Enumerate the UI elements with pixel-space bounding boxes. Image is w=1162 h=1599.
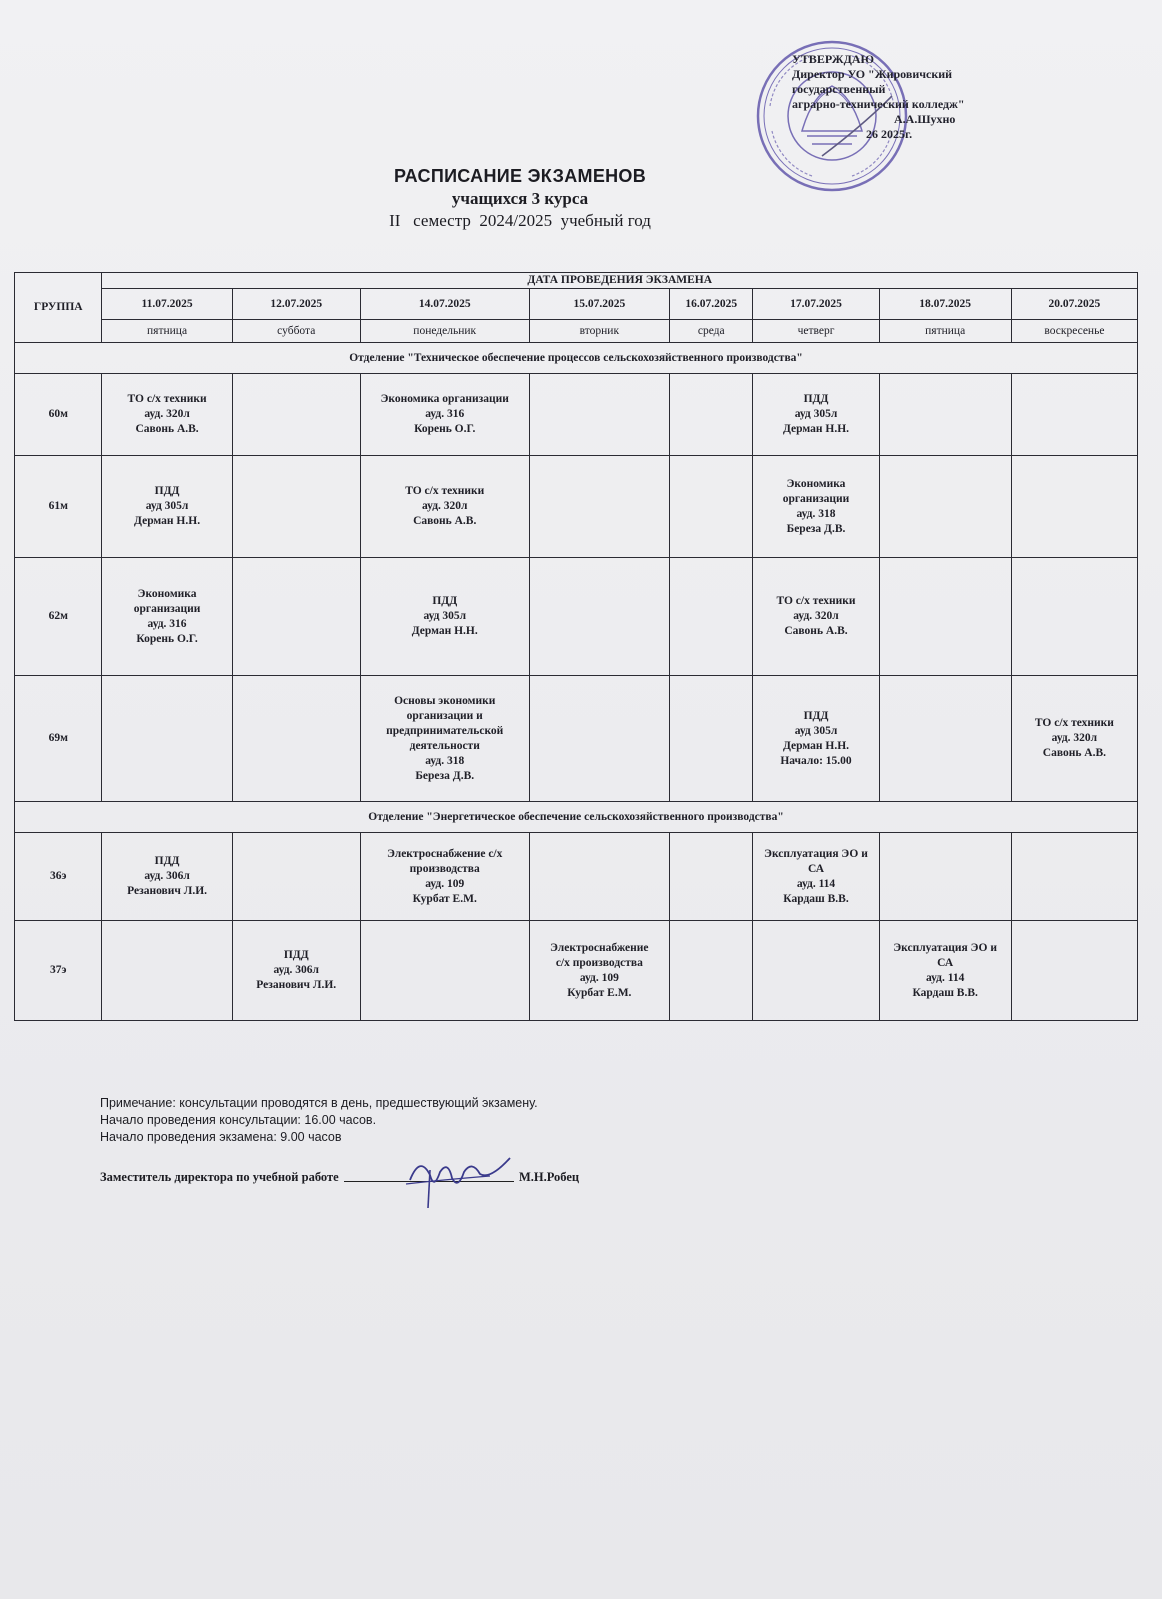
empty-cell bbox=[879, 676, 1011, 802]
exam-cell-line: ауд. 114 bbox=[925, 971, 965, 984]
exam-cell bbox=[102, 456, 232, 558]
exam-cell-line: ПДД bbox=[283, 949, 309, 961]
exam-cell bbox=[360, 456, 529, 558]
exam-cell bbox=[529, 921, 669, 1021]
exam-schedule-table bbox=[14, 272, 1138, 1021]
empty-cell bbox=[670, 374, 753, 456]
approval-line: УТВЕРЖДАЮ bbox=[792, 52, 875, 66]
exam-cell-line: ауд. 320л bbox=[422, 500, 468, 512]
exam-cell-line: Дерман Н.Н. bbox=[411, 625, 478, 637]
group-row bbox=[15, 374, 1138, 456]
exam-cell-line: деятельности bbox=[409, 739, 480, 752]
approval-line: государственный bbox=[792, 82, 886, 96]
exam-cell-line: Кардаш В.В. bbox=[912, 986, 978, 999]
exam-cell-line: Кардаш В.В. bbox=[783, 892, 849, 905]
exam-cell-line: Резанович Л.И. bbox=[127, 885, 208, 897]
empty-cell bbox=[1011, 374, 1137, 456]
exam-cell-line: Курбат Е.М. bbox=[567, 986, 632, 999]
empty-cell bbox=[102, 921, 232, 1021]
exam-cell bbox=[102, 833, 232, 921]
exam-cell-line: ауд. 320л bbox=[144, 408, 190, 420]
exam-cell-line: ауд. 320л bbox=[793, 610, 839, 622]
exam-cell-line: Береза Д.В. bbox=[786, 522, 846, 535]
exam-cell bbox=[360, 374, 529, 456]
signer-position: Заместитель директора по учебной работе bbox=[100, 1170, 339, 1184]
day-header-row bbox=[15, 320, 1138, 343]
exam-cell bbox=[879, 921, 1011, 1021]
group-row bbox=[15, 456, 1138, 558]
exam-cell-line: Экономика bbox=[137, 587, 197, 600]
empty-cell bbox=[529, 676, 669, 802]
group-row bbox=[15, 921, 1138, 1021]
note-line: Начало проведения экзамена: 9.00 часов bbox=[100, 1130, 342, 1144]
exam-cell-line: предпринимательской bbox=[386, 724, 504, 737]
date-header: 14.07.2025 bbox=[360, 289, 529, 320]
exam-cell-line: Основы экономики bbox=[394, 694, 496, 707]
empty-cell bbox=[753, 921, 879, 1021]
empty-cell bbox=[670, 921, 753, 1021]
weekday-header: воскресенье bbox=[1011, 320, 1137, 343]
empty-cell bbox=[232, 833, 360, 921]
exam-cell-line: организации bbox=[133, 602, 201, 615]
exam-cell-line: ТО с/х техники bbox=[776, 595, 856, 607]
empty-cell bbox=[232, 558, 360, 676]
weekday-header: пятница bbox=[879, 320, 1011, 343]
approval-line: аграрно-технический колледж" bbox=[792, 97, 965, 111]
exam-cell-line: СА bbox=[937, 956, 954, 969]
exam-cell bbox=[102, 374, 232, 456]
empty-cell bbox=[1011, 558, 1137, 676]
handwritten-signature bbox=[400, 1150, 520, 1210]
exam-cell-line: ПДД bbox=[432, 595, 458, 607]
empty-cell bbox=[360, 921, 529, 1021]
exam-cell-line: организации и bbox=[406, 709, 483, 722]
signer-name: М.Н.Робец bbox=[518, 1170, 580, 1184]
exam-cell-line: Экономика bbox=[786, 477, 846, 490]
exam-cell-line: ауд 305л bbox=[423, 610, 467, 622]
schedule-body bbox=[15, 343, 1138, 1021]
group-name: 61м bbox=[15, 456, 102, 558]
exam-cell bbox=[753, 833, 879, 921]
group-row bbox=[15, 558, 1138, 676]
notes-block bbox=[100, 1095, 538, 1146]
exam-cell-line: Эксплуатация ЭО и bbox=[893, 941, 997, 954]
exam-cell bbox=[360, 558, 529, 676]
exam-cell-line: Савонь А.В. bbox=[1042, 747, 1107, 759]
exam-cell-line: ауд. 320л bbox=[1051, 732, 1098, 744]
date-header: 12.07.2025 bbox=[232, 289, 360, 320]
exam-cell-line: Начало: 15.00 bbox=[780, 754, 852, 767]
date-header: 11.07.2025 bbox=[102, 289, 232, 320]
exam-cell-line: ауд 305л bbox=[794, 724, 838, 737]
exam-cell-line: Эксплуатация ЭО и bbox=[764, 847, 868, 860]
weekday-header: пятница bbox=[102, 320, 232, 343]
empty-cell bbox=[232, 374, 360, 456]
empty-cell bbox=[879, 456, 1011, 558]
date-span-header: ДАТА ПРОВЕДЕНИЯ ЭКЗАМЕНА bbox=[102, 273, 1138, 289]
empty-cell bbox=[879, 558, 1011, 676]
exam-cell bbox=[753, 374, 879, 456]
exam-cell-line: с/х производства bbox=[555, 956, 643, 969]
exam-cell-line: ауд. 109 bbox=[579, 971, 619, 984]
exam-cell-line: организации bbox=[782, 492, 850, 505]
exam-cell-line: Береза Д.В. bbox=[415, 769, 475, 782]
empty-cell bbox=[1011, 921, 1137, 1021]
approval-block bbox=[792, 52, 1002, 142]
exam-cell-line: ауд. 316 bbox=[425, 408, 465, 420]
weekday-header: суббота bbox=[232, 320, 360, 343]
department-header: Отделение "Энергетическое обеспечение сельскохозяйственного производства" bbox=[15, 802, 1138, 833]
exam-cell-line: ауд. 318 bbox=[796, 507, 836, 520]
empty-cell bbox=[670, 456, 753, 558]
empty-cell bbox=[670, 833, 753, 921]
weekday-header: четверг bbox=[753, 320, 879, 343]
exam-cell-line: Экономика организации bbox=[380, 393, 509, 405]
empty-cell bbox=[529, 374, 669, 456]
empty-cell bbox=[232, 676, 360, 802]
date-header: 15.07.2025 bbox=[529, 289, 669, 320]
empty-cell bbox=[670, 558, 753, 676]
title-block bbox=[300, 166, 740, 231]
date-header: 17.07.2025 bbox=[753, 289, 879, 320]
group-name: 69м bbox=[15, 676, 102, 802]
empty-cell bbox=[529, 833, 669, 921]
group-name: 37э bbox=[15, 921, 102, 1021]
date-header: 18.07.2025 bbox=[879, 289, 1011, 320]
exam-cell-line: производства bbox=[409, 862, 480, 875]
date-header-row bbox=[15, 289, 1138, 320]
exam-cell bbox=[360, 676, 529, 802]
exam-cell-line: ТО с/х техники bbox=[405, 485, 485, 497]
note-line: Примечание: консультации проводятся в день, предшествующий экзамену. bbox=[100, 1096, 538, 1110]
semester-line: II семестр 2024/2025 учебный год bbox=[389, 211, 651, 230]
exam-cell bbox=[1011, 676, 1137, 802]
empty-cell bbox=[529, 456, 669, 558]
empty-cell bbox=[529, 558, 669, 676]
exam-cell-line: ПДД bbox=[803, 393, 829, 405]
exam-cell-line: ауд 305л bbox=[794, 408, 838, 420]
exam-cell bbox=[753, 676, 879, 802]
exam-cell-line: Дерман Н.Н. bbox=[782, 423, 850, 435]
exam-cell bbox=[360, 833, 529, 921]
approval-line: Директор УО "Жировичский bbox=[792, 67, 953, 81]
group-column-header: ГРУППА bbox=[15, 273, 102, 343]
page-title: РАСПИСАНИЕ ЭКЗАМЕНОВ bbox=[393, 166, 647, 186]
weekday-header: вторник bbox=[529, 320, 669, 343]
exam-cell-line: Курбат Е.М. bbox=[412, 892, 477, 905]
exam-cell-line: Савонь А.В. bbox=[413, 515, 477, 527]
exam-cell-line: Савонь А.В. bbox=[135, 423, 199, 435]
empty-cell bbox=[670, 676, 753, 802]
exam-cell-line: ауд. 109 bbox=[425, 877, 465, 890]
empty-cell bbox=[232, 456, 360, 558]
exam-cell bbox=[753, 456, 879, 558]
group-name: 60м bbox=[15, 374, 102, 456]
exam-cell-line: ТО с/х техники bbox=[1034, 717, 1114, 729]
department-header: Отделение "Техническое обеспечение процессов сельскохозяйственного производства" bbox=[15, 343, 1138, 374]
exam-cell bbox=[102, 558, 232, 676]
approval-line: 26 2025г. bbox=[866, 127, 913, 141]
page-subtitle: учащихся 3 курса bbox=[451, 189, 589, 208]
group-row bbox=[15, 676, 1138, 802]
exam-cell-line: ауд. 318 bbox=[425, 754, 465, 767]
empty-cell bbox=[1011, 833, 1137, 921]
exam-cell-line: ауд. 316 bbox=[147, 617, 187, 630]
weekday-header: среда bbox=[670, 320, 753, 343]
exam-cell-line: ауд. 306л bbox=[144, 870, 190, 882]
exam-cell-line: Электроснабжение с/х bbox=[387, 847, 503, 860]
exam-cell-line: Дерман Н.Н. bbox=[782, 739, 850, 752]
empty-cell bbox=[879, 833, 1011, 921]
exam-cell-line: Корень О.Г. bbox=[136, 632, 198, 645]
exam-cell-line: Дерман Н.Н. bbox=[134, 515, 201, 527]
exam-cell-line: ауд. 114 bbox=[796, 877, 836, 890]
note-line: Начало проведения консультации: 16.00 часов. bbox=[100, 1113, 377, 1127]
exam-cell-line: Электроснабжение bbox=[550, 941, 649, 954]
exam-cell-line: ПДД bbox=[803, 709, 829, 722]
weekday-header: понедельник bbox=[360, 320, 529, 343]
exam-cell-line: ауд. 306л bbox=[273, 964, 319, 976]
group-name: 62м bbox=[15, 558, 102, 676]
exam-cell bbox=[753, 558, 879, 676]
exam-cell bbox=[232, 921, 360, 1021]
exam-cell-line: Корень О.Г. bbox=[414, 423, 476, 435]
empty-cell bbox=[102, 676, 232, 802]
exam-cell-line: ТО с/х техники bbox=[127, 393, 207, 405]
exam-cell-line: ПДД bbox=[154, 485, 180, 497]
exam-cell-line: Савонь А.В. bbox=[784, 625, 848, 637]
date-header: 20.07.2025 bbox=[1011, 289, 1137, 320]
approval-line: А.А.Шухно bbox=[894, 112, 956, 126]
exam-cell-line: ПДД bbox=[154, 855, 180, 867]
group-row bbox=[15, 833, 1138, 921]
empty-cell bbox=[1011, 456, 1137, 558]
empty-cell bbox=[879, 374, 1011, 456]
exam-cell-line: Резанович Л.И. bbox=[256, 979, 337, 991]
date-header: 16.07.2025 bbox=[670, 289, 753, 320]
group-name: 36э bbox=[15, 833, 102, 921]
exam-cell-line: ауд 305л bbox=[145, 500, 189, 512]
exam-cell-line: СА bbox=[807, 862, 825, 875]
